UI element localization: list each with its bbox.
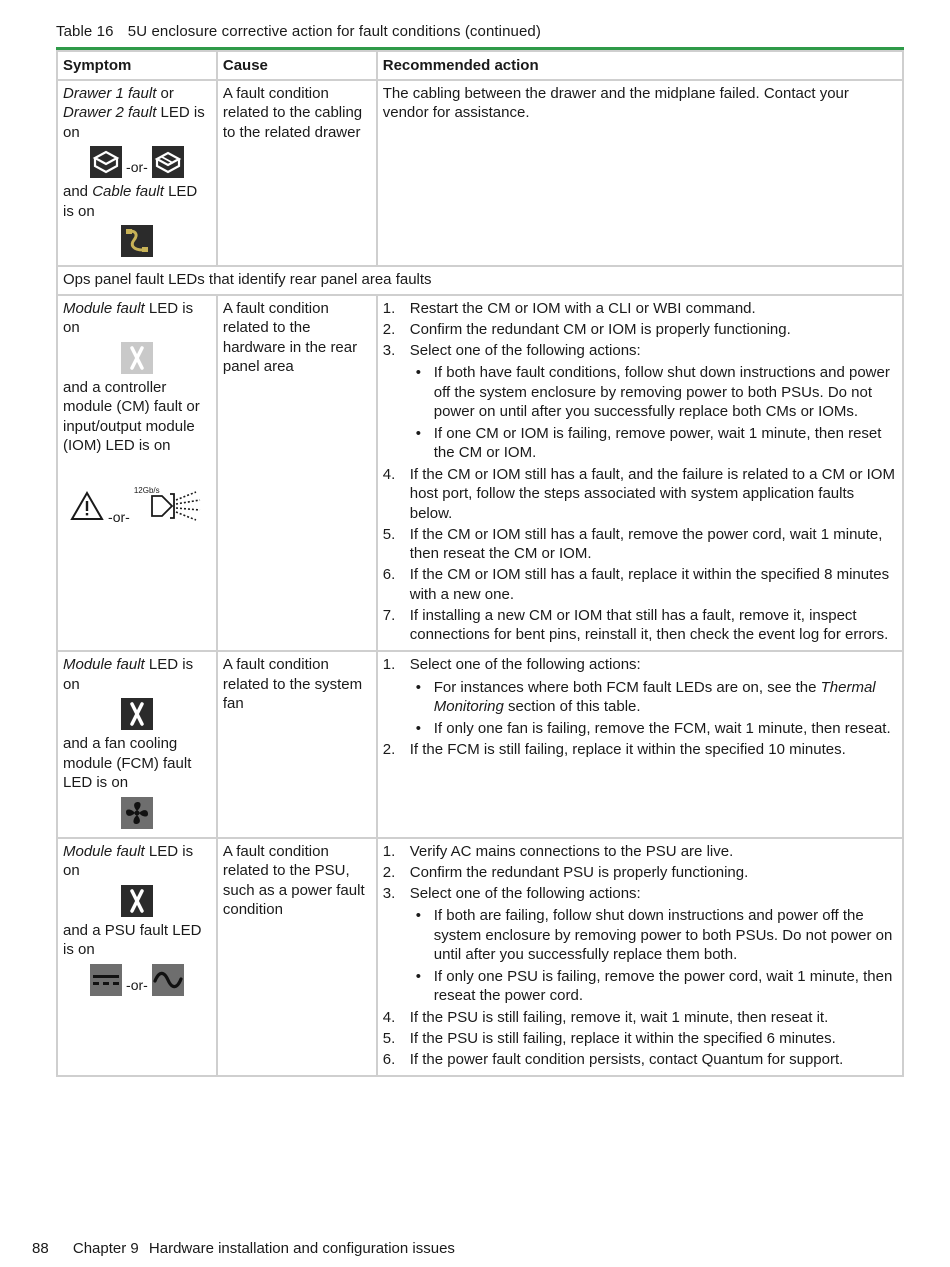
list-item: 7. If installing a new CM or IOM that still has a fault, remove it, inspect connections for bent pins, reinstall it, then check the event log for errors. (382, 606, 889, 643)
action-steps (383, 655, 897, 760)
section-title: Ops panel fault LEDs that identify rear panel area faults (57, 266, 903, 295)
list-item: • If both have fault conditions, follow shut down instructions and power off the system enclosure by removing power to both PSUs. Do not power on until after you successfully replace both CMs or IOMs. (410, 363, 897, 422)
cm-iom-icons (63, 486, 211, 526)
module-fault-text: Module fault (63, 299, 145, 317)
table-row (57, 838, 903, 1076)
led-on-text: LED is on (63, 104, 205, 141)
list-item: 2. If the FCM is still failing, replace it within the specified 10 minutes. (382, 741, 846, 758)
cause-cell: A fault condition related to the hardware in the rear panel area (217, 295, 377, 652)
sub-actions (410, 363, 897, 463)
cable-fault-text: Cable fault (92, 183, 164, 200)
ac-power-icon (152, 964, 184, 996)
list-item: 4. If the CM or IOM still has a fault, and the failure is related to a CM or IOM host port, follow the steps associated with system application faults below. (382, 465, 895, 522)
list-item: 4. If the PSU is still failing, remove it, wait 1 minute, then reseat it. (382, 1008, 829, 1026)
symptom-cell (57, 838, 217, 1076)
header-row (57, 51, 903, 80)
fan-icon (121, 797, 153, 829)
symptom-cell (57, 295, 217, 652)
led-on-text: LED is on (63, 842, 194, 879)
led-on-text: LED is on (63, 299, 194, 336)
drawer-fault-icon (152, 146, 184, 178)
action-steps (383, 299, 897, 645)
module-fault-text: Module fault (63, 842, 145, 860)
module-fault-icon (121, 885, 153, 917)
header-cause: Cause (217, 51, 377, 80)
action-cell: The cabling between the drawer and the midplane failed. Contact your vendor for assistance. (377, 80, 903, 267)
cause-cell: A fault condition related to the cabling to the related drawer (217, 80, 377, 267)
list-item: 5. If the PSU is still failing, replace it within the specified 6 minutes. (382, 1029, 836, 1047)
list-item: • If only one PSU is failing, remove the power cord, wait 1 minute, then reseat the power cord. (410, 967, 897, 1006)
list-item: 3. Select one of the following actions: • If both are failing, follow shut down instructions and power off the system enclosure by removing power to both PSUs. Do not power on until after you successfully replace them both. • If only one PSU is failing, remove the power cord, wait 1 minute, then reseat the power cord. (383, 884, 897, 1006)
sub-actions (410, 906, 897, 1006)
list-item: 6. If the CM or IOM still has a fault, replace it within the specified 8 minutes with a new one. (382, 566, 890, 603)
action-cell (377, 838, 903, 1076)
chapter-title: Hardware installation and configuration issues (148, 1240, 455, 1257)
table-row (57, 80, 903, 267)
drawer-icons (63, 146, 211, 178)
action-cell (377, 651, 903, 838)
table-title: 5U enclosure corrective action for fault conditions (continued) (127, 23, 541, 40)
warning-icon (70, 490, 104, 522)
module-fault-text: Module fault (63, 656, 145, 673)
cable-fault-icon (121, 225, 153, 257)
symptom-cell (57, 651, 217, 838)
list-item: 5. If the CM or IOM still has a fault, remove the power cord, wait 1 minute, then reseat the CM or IOM. (382, 525, 883, 562)
drawer1-fault-text: Drawer 1 fault (63, 84, 157, 102)
list-item: 2. Confirm the redundant PSU is properly functioning. (382, 863, 749, 881)
module-fault-icon (121, 698, 153, 730)
port-speed-label: 12Gb/s (133, 485, 160, 495)
or-separator: -or- (108, 508, 130, 525)
chapter-label: Chapter 9 (72, 1240, 139, 1257)
list-item: 1. Select one of the following actions: • For instances where both FCM fault LEDs are on, see the Thermal Monitoring section of this table. • If only one fan is failing, remove the FCM, wait 1 minute, then reseat. (383, 655, 897, 738)
drawer2-fault-text: Drawer 2 fault (63, 104, 157, 121)
list-item: • For instances where both FCM fault LEDs are on, see the Thermal Monitoring section of this table. (410, 678, 897, 717)
list-item: 3. Select one of the following actions: • If both have fault conditions, follow shut down instructions and power off the system enclosure by removing power to both PSUs. Do not power on until after you successfully replace both CMs or IOMs. • If one CM or IOM is failing, remove power, wait 1 minute, then reset the CM or IOM. (383, 341, 897, 463)
and-text: and a fan cooling module (FCM) fault LED is on (63, 735, 192, 791)
list-item: 1. Verify AC mains connections to the PSU are live. (382, 842, 734, 860)
and-text: and a PSU fault LED is on (63, 921, 202, 958)
fault-table (56, 50, 904, 1077)
module-icon-line (63, 698, 211, 730)
table-number: Table 16 (56, 23, 114, 40)
list-item: 6. If the power fault condition persists, contact Quantum for support. (382, 1050, 844, 1068)
header-action: Recommended action (377, 51, 903, 80)
cause-cell: A fault condition related to the system fan (217, 651, 377, 838)
list-item: 1. Restart the CM or IOM with a CLI or WBI command. (382, 299, 756, 317)
module-fault-icon (121, 342, 153, 374)
symptom-cell (57, 80, 217, 267)
page-footer (32, 1240, 455, 1257)
host-port-icon (134, 486, 204, 526)
header-symptom: Symptom (57, 51, 217, 80)
drawer-fault-icon (90, 146, 122, 178)
thermal-monitoring-ref: Thermal Monitoring (433, 678, 876, 715)
list-item: 2. Confirm the redundant CM or IOM is properly functioning. (382, 320, 791, 338)
section-row (57, 266, 903, 295)
cable-icon-line (63, 225, 211, 257)
or-text: or (156, 84, 174, 102)
dc-power-icon (90, 964, 122, 996)
page-number: 88 (32, 1240, 49, 1257)
psu-icons (63, 964, 211, 996)
or-separator: -or- (126, 159, 148, 176)
module-icon-line (63, 342, 211, 374)
action-steps (383, 842, 897, 1070)
led-on-text: LED is on (63, 183, 198, 220)
action-cell (377, 295, 903, 652)
or-separator: -or- (126, 976, 148, 993)
module-icon-line (63, 885, 211, 917)
and-text: and (63, 183, 93, 200)
table-row (57, 295, 903, 652)
led-on-text: LED is on (63, 656, 194, 693)
table-caption (56, 23, 541, 40)
cause-cell: A fault condition related to the PSU, such as a power fault condition (217, 838, 377, 1076)
list-item: • If only one fan is failing, remove the FCM, wait 1 minute, then reseat. (410, 719, 897, 739)
list-item: • If both are failing, follow shut down instructions and power off the system enclosure by removing power to both PSUs. Do not power on until after you successfully replace them both. (410, 906, 897, 965)
list-item: • If one CM or IOM is failing, remove power, wait 1 minute, then reset the CM or IOM. (410, 424, 897, 463)
and-text: and a controller module (CM) fault or input/output module (IOM) LED is on (63, 378, 200, 454)
fan-icon-line (63, 797, 211, 829)
sub-actions (410, 678, 897, 739)
table-row (57, 651, 903, 838)
